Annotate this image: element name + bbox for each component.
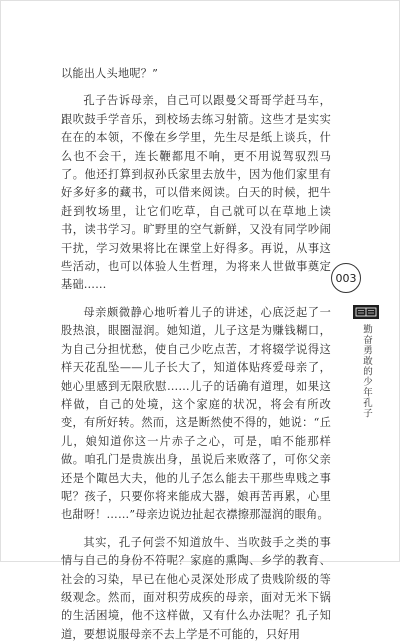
paragraph: 其实，孔子何尝不知道放牛、当吹鼓手之类的事情与自己的身份不符呢？家庭的熏陶、乡学的教育、社会的习染，早已在他心灵深处形成了贵贱阶级的等级观念。然而，面对积劳成疾的母亲，面对无米下锅的生活困境，他不这样做，又有什么办法呢？孔子知道，要想说服母亲不去上学是不可能的，只好用 bbox=[61, 535, 331, 641]
paragraph: 孔子告诉母亲，自己可以跟曼父哥哥学赶马车，跟吹鼓手学音乐，到校场去练习射箭。这些才是实实在在的本领，不像在乡学里，先生尽是纸上谈兵，什么也不会干，连长鞭都甩不响，更不用说驾驭烈马了。他还打算到叔孙氏家里去放牛，因为他们家里有好多好多的藏书，可以借来阅读。白天的时候，把牛赶到牧场里，让它们吃草，自己就可以在草地上读书，读书学习。旷野里的空气新鲜，又没有同学吵闹干扰，学习效果将比在课堂上好得多。再说，从事这些活动，也可以体验人生哲理，为将来人世做事奠定基础…… bbox=[61, 94, 331, 292]
running-title: 勤奋勇敢的少年孔子 bbox=[361, 324, 372, 419]
body-text bbox=[61, 65, 331, 644]
book-emblem-icon bbox=[353, 304, 379, 318]
page-number: 003 bbox=[331, 263, 361, 293]
paragraph: 母亲颇微静心地听着儿子的讲述，心底泛起了一股热浪，眼圈湿润。她知道，儿子这是为赚钱糊口，为自己分担忧愁，使自己少吃点苦，才将辍学说得这样天花乱坠——儿子长大了，知道体贴疼爱母亲了，她心里感到无限欣慰……儿子的话确有道理，如果这样做，自己的处境，这个家庭的状况，将会有所改变，有所好转。然而，这是断然使不得的，她说：“丘儿，娘知道你这一片赤子之心，可是，咱不能那样做。咱孔门是贵族出身，虽说后来败落了，可你父亲还是个陬邑大夫，他的儿子怎么能去干那些卑贱之事呢？孩子，只要你将来能成大器，娘再苦再累，心里也甜呀！……”母亲边说边扯起衣襟擦那湿润的眼角。 bbox=[61, 305, 331, 522]
paragraph-continuation: 以能出人头地呢？” bbox=[61, 67, 159, 80]
